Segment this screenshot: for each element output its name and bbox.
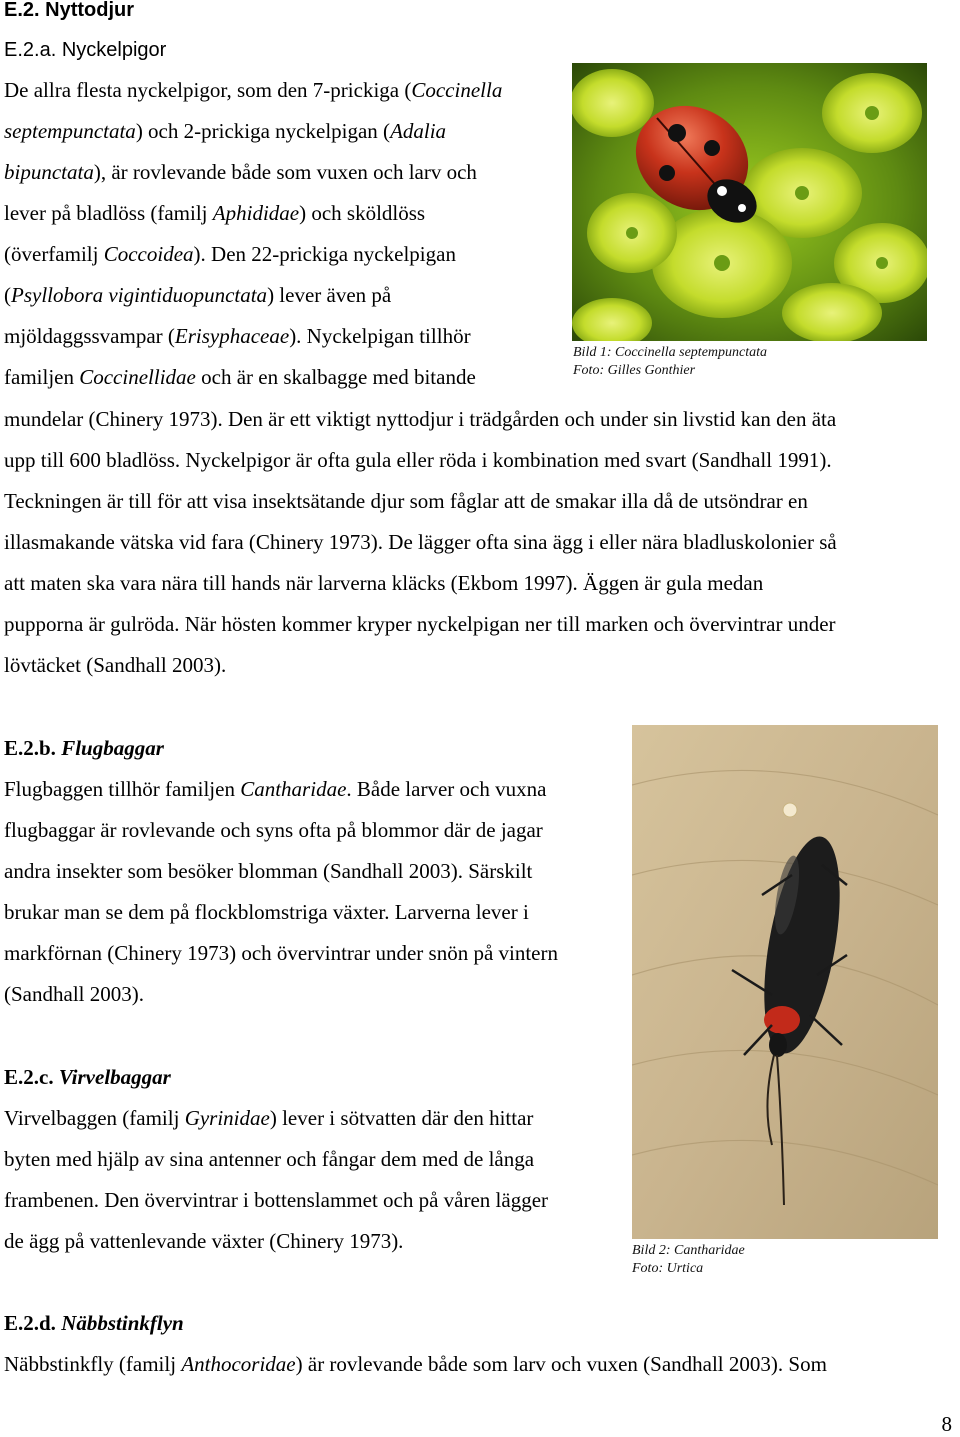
ladybug-photo xyxy=(572,63,927,341)
text-run: lever på bladlöss (familj xyxy=(4,201,213,225)
italic-term: Aphididae xyxy=(212,201,300,225)
text-run: andra insekter som besöker blomman (Sandhall 2003). Särskilt xyxy=(4,859,533,883)
text-line xyxy=(4,119,446,143)
text-line: mundelar (Chinery 1973). Den är ett viktigt nyttodjur i trädgården och under sin livstid kan den äta xyxy=(4,407,837,431)
italic-term: septempunctata xyxy=(4,119,136,143)
section-heading: E.2. Nyttodjur xyxy=(4,0,135,21)
text-line xyxy=(4,242,456,266)
text-run: (Sandhall 2003). xyxy=(4,982,144,1006)
italic-term: Erisyphaceae xyxy=(174,324,290,348)
caption-ladybug-credit: Foto: Gilles Gonthier xyxy=(573,363,696,378)
italic-term: Cantharidae xyxy=(240,777,347,801)
text-run: familjen xyxy=(4,365,80,389)
text-line xyxy=(4,160,477,184)
text-line xyxy=(4,324,471,348)
text-run: brukar man se dem på flockblomstriga växter. Larverna lever i xyxy=(4,900,529,924)
italic-term: Psyllobora vigintiduopunctata xyxy=(11,283,268,307)
text-run: de ägg på vattenlevande växter (Chinery 1973). xyxy=(4,1229,404,1253)
subheading-nyckelpigor: E.2.a. Nyckelpigor xyxy=(4,39,167,61)
text-run: Virvelbaggen (familj xyxy=(4,1106,185,1130)
beetle-photo xyxy=(632,725,938,1239)
text-run: ) lever i sötvatten där den hittar xyxy=(269,1106,534,1130)
text-line xyxy=(4,1229,403,1253)
text-run: mjöldaggssvampar ( xyxy=(4,324,175,348)
text-line xyxy=(4,283,391,307)
text-run: ) och 2-prickiga nyckelpigan ( xyxy=(135,119,391,143)
italic-term: Adalia xyxy=(390,119,447,143)
text-line xyxy=(4,201,425,225)
text-line: Teckningen är till för att visa insektsätande djur som fåglar att de smakar illa då de utsöndrar en xyxy=(4,489,808,513)
page-number: 8 xyxy=(941,1412,952,1436)
subheading-nabbstinkflyn: E.2.d. Näbbstinkflyn xyxy=(4,1311,184,1335)
text-line xyxy=(4,1188,548,1212)
italic-term: bipunctata xyxy=(4,160,94,184)
text-run: ), är rovlevande både som vuxen och larv och xyxy=(93,160,477,184)
caption-ladybug: Bild 1: Coccinella septempunctata xyxy=(573,345,768,360)
text-line xyxy=(4,1147,534,1171)
caption-beetle: Bild 2: Cantharidae xyxy=(632,1243,745,1258)
text-run: ) är rovlevande både som larv och vuxen (Sandhall 2003). Som xyxy=(295,1352,827,1376)
subheading-virvelbaggar: E.2.c. Virvelbaggar xyxy=(4,1065,171,1089)
text-run: flugbaggar är rovlevande och syns ofta på blommor där de jagar xyxy=(4,818,543,842)
caption-beetle-credit: Foto: Urtica xyxy=(632,1261,704,1276)
text-line xyxy=(4,78,502,102)
text-run: De allra flesta nyckelpigor, som den 7-prickiga ( xyxy=(4,78,412,102)
text-run: byten med hjälp av sina antenner och fångar dem med de långa xyxy=(4,1147,535,1171)
italic-term: Anthocoridae xyxy=(181,1352,296,1376)
text-line: pupporna är gulröda. När hösten kommer kryper nyckelpigan ner till marken och övervintrar under xyxy=(4,612,836,636)
text-run: Flugbaggen tillhör familjen xyxy=(4,777,241,801)
text-line xyxy=(4,1352,827,1376)
text-line xyxy=(4,859,532,883)
text-line xyxy=(4,1106,533,1130)
text-run: ) lever även på xyxy=(267,283,392,307)
italic-term: Coccinellidae xyxy=(79,365,196,389)
text-line xyxy=(4,818,543,842)
text-line xyxy=(4,777,546,801)
text-line: illasmakande vätska vid fara (Chinery 1973). De lägger ofta sina ägg i eller nära bladluskolonier så xyxy=(4,530,837,554)
text-run: . Både larver och vuxna xyxy=(346,777,547,801)
text-run: och är en skalbagge med bitande xyxy=(195,365,476,389)
text-run: markförnan (Chinery 1973) och övervintrar under snön på vintern xyxy=(4,941,558,965)
text-run: ( xyxy=(4,283,11,307)
text-line xyxy=(4,941,558,965)
italic-term: Gyrinidae xyxy=(184,1106,270,1130)
text-run: frambenen. Den övervintrar i bottenslammet och på våren lägger xyxy=(4,1188,549,1212)
text-run: ). Nyckelpigan tillhör xyxy=(289,324,471,348)
italic-term: Coccoidea xyxy=(103,242,194,266)
subheading-flugbaggar: E.2.b. Flugbaggar xyxy=(4,736,164,760)
text-line xyxy=(4,900,529,924)
text-run: Näbbstinkfly (familj xyxy=(4,1352,182,1376)
text-line: upp till 600 bladlöss. Nyckelpigor är ofta gula eller röda i kombination med svart (Sandhall 1991). xyxy=(4,448,832,472)
text-run: ). Den 22-prickiga nyckelpigan xyxy=(193,242,456,266)
text-run: (överfamilj xyxy=(4,242,104,266)
italic-term: Coccinella xyxy=(411,78,503,102)
text-line xyxy=(4,982,144,1006)
text-line: att maten ska vara nära till hands när larverna kläcks (Ekbom 1997). Äggen är gula medan xyxy=(4,571,764,595)
text-run: ) och sköldlöss xyxy=(299,201,426,225)
text-line: lövtäcket (Sandhall 2003). xyxy=(4,653,227,677)
text-line xyxy=(4,365,476,389)
